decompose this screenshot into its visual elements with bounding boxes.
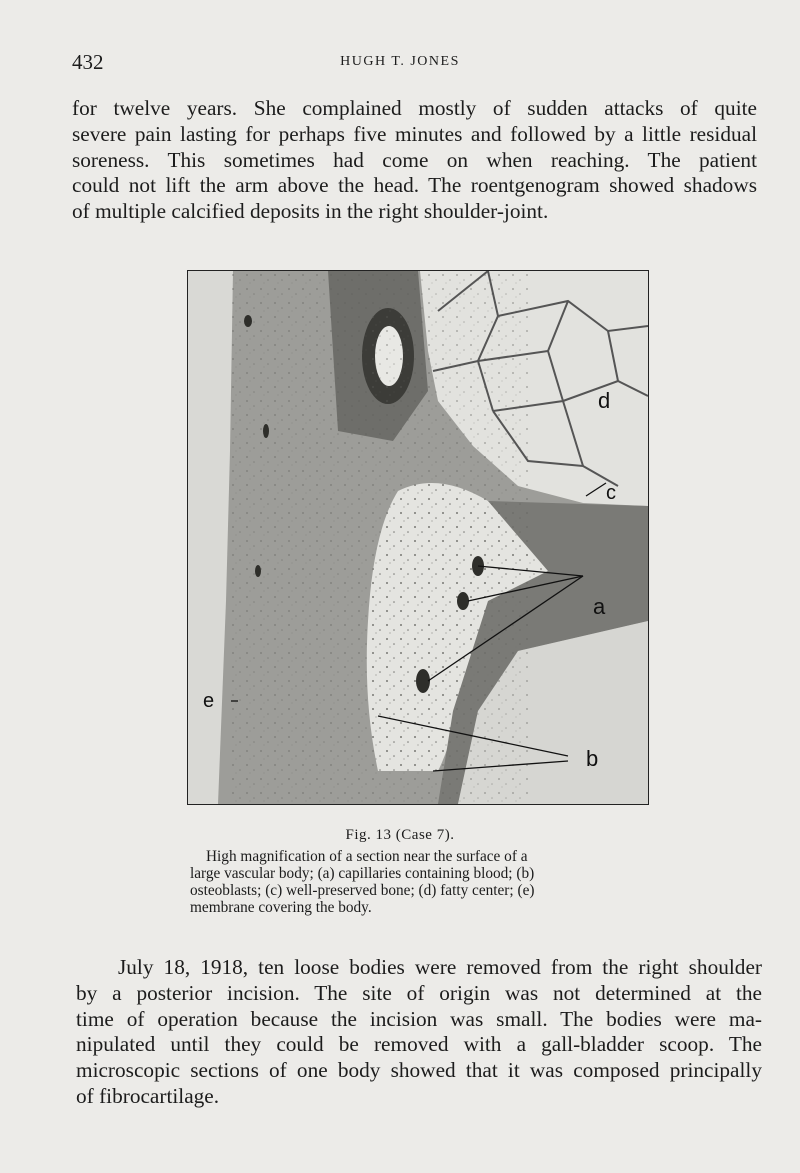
label-d: d bbox=[598, 388, 611, 413]
paragraph-line: July 18, 1918, ten loose bodies were removed from the right shoulder bbox=[118, 955, 762, 979]
figure-caption bbox=[190, 848, 648, 916]
caption-line: large vascular body; (a) capillaries containing blood; (b) bbox=[190, 865, 535, 882]
page-number: 432 bbox=[72, 50, 104, 74]
paragraph-line: severe pain lasting for perhaps five minutes and followed by a little residual bbox=[72, 121, 757, 146]
micrograph-figure bbox=[187, 270, 649, 805]
paragraph-line: by a posterior incision. The site of origin was not determined at the bbox=[76, 980, 762, 1005]
paragraph-line: could not lift the arm above the head. The roentgenogram showed shadows bbox=[72, 173, 757, 198]
micrograph-image bbox=[188, 271, 648, 804]
caption-line: High magnification of a section near the surface of a bbox=[206, 848, 528, 865]
bottom-paragraph bbox=[76, 955, 762, 1110]
label-b: b bbox=[586, 746, 599, 771]
caption-line: membrane covering the body. bbox=[190, 899, 372, 916]
label-c: c bbox=[606, 482, 616, 504]
paragraph-line: for twelve years. She complained mostly of sudden attacks of quite bbox=[72, 96, 757, 120]
label-e: e bbox=[203, 690, 215, 712]
paragraph-line: soreness. This sometimes had come on when reaching. The patient bbox=[72, 147, 757, 172]
paragraph-line: nipulated until they could be removed with a gall-bladder scoop. The bbox=[76, 1032, 762, 1057]
caption-line: osteoblasts; (c) well-preserved bone; (d) fatty center; (e) bbox=[190, 882, 535, 899]
running-head: HUGH T. JONES bbox=[340, 54, 460, 69]
paragraph-line: of multiple calcified deposits in the right shoulder-joint. bbox=[72, 199, 549, 224]
paragraph-line: microscopic sections of one body showed that it was composed principally bbox=[76, 1058, 762, 1083]
label-a: a bbox=[593, 594, 606, 619]
paragraph-line: time of operation because the incision was small. The bodies were ma- bbox=[76, 1006, 762, 1031]
paragraph-line: of fibrocartilage. bbox=[76, 1083, 220, 1108]
figure-title: Fig. 13 (Case 7). bbox=[345, 827, 455, 843]
top-paragraph bbox=[72, 96, 757, 225]
